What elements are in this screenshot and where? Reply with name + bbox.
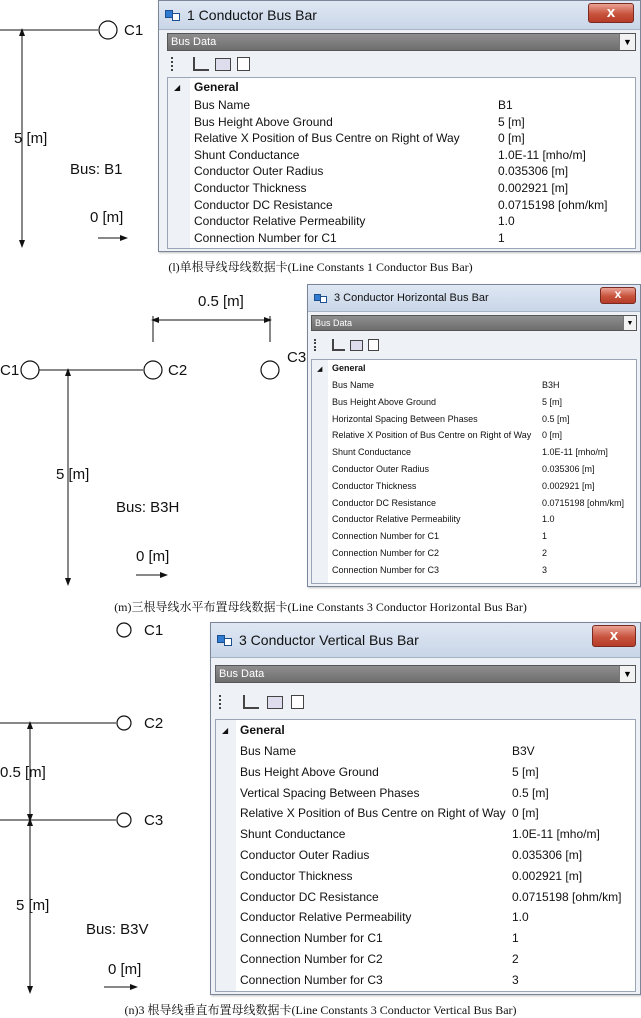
chevron-down-icon[interactable]: ▼ xyxy=(619,666,635,682)
diagram-l xyxy=(0,21,143,244)
window-title: 3 Conductor Horizontal Bus Bar xyxy=(334,292,489,304)
property-name: Conductor Outer Radius xyxy=(240,848,370,862)
property-name: Relative X Position of Bus Centre on Right of Way xyxy=(194,131,460,146)
property-value[interactable]: 1 xyxy=(512,931,519,946)
conductor-c3-m xyxy=(261,361,279,379)
close-button[interactable]: X xyxy=(592,625,636,647)
property-value[interactable]: 1.0E-11 [mho/m] xyxy=(542,447,608,458)
property-pages-icon[interactable] xyxy=(350,340,363,351)
property-name: Bus Name xyxy=(194,98,251,112)
property-name: Connection Number for C3 xyxy=(332,564,440,575)
dropdown-value: Bus Data xyxy=(219,668,265,680)
property-grid xyxy=(167,77,636,249)
property-value[interactable]: 5 [m] xyxy=(498,114,525,129)
c1-label-l: C1 xyxy=(124,22,144,39)
property-value[interactable]: 0.002921 [m] xyxy=(542,480,595,491)
c2-label-n: C2 xyxy=(144,715,164,732)
property-name: Vertical Spacing Between Phases xyxy=(240,785,420,800)
property-name: Conductor Outer Radius xyxy=(332,464,430,474)
property-name: Conductor Thickness xyxy=(194,181,307,195)
property-name: Bus Height Above Ground xyxy=(240,764,379,779)
property-toolbar xyxy=(314,337,379,353)
collapse-caret-icon[interactable]: ◢ xyxy=(317,366,323,373)
dropdown-value: Bus Data xyxy=(171,36,217,48)
property-name: Relative X Position of Bus Centre on Right of Way xyxy=(332,430,532,441)
dialog-3-conductor-horizontal-bus-bar xyxy=(307,284,641,587)
property-toolbar xyxy=(171,55,250,73)
property-name: Connection Number for C3 xyxy=(240,972,383,987)
close-button[interactable]: X xyxy=(588,3,634,23)
property-grid xyxy=(311,359,637,584)
property-value[interactable]: B3H xyxy=(542,380,560,390)
property-name: Shunt Conductance xyxy=(240,827,346,842)
height-label-l: 5 [m] xyxy=(14,130,48,147)
title-bar[interactable] xyxy=(211,623,640,658)
edit-page-icon[interactable] xyxy=(368,339,379,351)
edit-page-icon[interactable] xyxy=(237,57,250,71)
dialog-3-conductor-vertical-bus-bar xyxy=(210,622,641,995)
edit-page-icon[interactable] xyxy=(291,695,304,709)
property-value[interactable]: 0.035306 [m] xyxy=(542,464,595,474)
zero-label-n: 0 [m] xyxy=(108,961,142,978)
property-name: Conductor Thickness xyxy=(240,868,353,883)
conductor-c2-n xyxy=(117,716,131,730)
categorized-icon[interactable] xyxy=(171,57,187,71)
window-icon xyxy=(217,633,233,647)
property-name: Conductor DC Resistance xyxy=(332,497,437,508)
property-value[interactable]: 0.0715198 [ohm/km] xyxy=(542,497,625,508)
bus-data-dropdown[interactable] xyxy=(311,315,637,331)
group-general[interactable] xyxy=(312,363,636,377)
c1-label-n: C1 xyxy=(144,622,164,639)
property-value[interactable]: 0 [m] xyxy=(512,806,539,821)
property-name: Shunt Conductance xyxy=(194,147,300,162)
property-pages-icon[interactable] xyxy=(267,696,283,709)
conductor-c1-l xyxy=(99,21,117,39)
property-value[interactable]: 0.035306 [m] xyxy=(512,848,583,862)
property-value[interactable]: 3 xyxy=(512,972,519,987)
height-label-n: 5 [m] xyxy=(16,897,50,914)
property-name: Relative X Position of Bus Centre on Right of Way xyxy=(240,806,506,821)
window-icon xyxy=(314,292,328,304)
property-name: Bus Height Above Ground xyxy=(194,114,333,129)
caption-n: (n)3 根导线垂直布置母线数据卡(Line Constants 3 Conductor Vertical Bus Bar) xyxy=(124,1003,517,1017)
conductor-c2-m xyxy=(144,361,162,379)
property-value[interactable]: 0.0715198 [ohm/km] xyxy=(512,889,622,904)
property-name: Bus Name xyxy=(240,744,297,758)
property-toolbar xyxy=(219,693,304,711)
property-value[interactable]: 0 [m] xyxy=(542,430,563,441)
property-name: Connection Number for C1 xyxy=(332,531,440,542)
c3-label-n: C3 xyxy=(144,812,164,829)
c3-label-m: C3 xyxy=(287,349,307,366)
sort-alphabetical-icon[interactable] xyxy=(332,339,345,351)
property-name: Bus Height Above Ground xyxy=(332,396,437,407)
property-value[interactable]: 0 [m] xyxy=(498,131,525,146)
property-value[interactable]: 5 [m] xyxy=(542,396,563,407)
spacing-label-m: 0.5 [m] xyxy=(198,293,244,310)
property-name: Conductor Relative Permeability xyxy=(194,214,366,229)
window-title: 3 Conductor Vertical Bus Bar xyxy=(239,632,419,648)
sort-alphabetical-icon[interactable] xyxy=(243,695,259,709)
group-label: General xyxy=(332,363,366,373)
group-general[interactable] xyxy=(216,723,635,741)
property-value[interactable]: 0.0715198 [ohm/km] xyxy=(498,197,608,212)
property-pages-icon[interactable] xyxy=(215,58,231,71)
property-name: Conductor Thickness xyxy=(332,480,417,491)
property-value[interactable]: 3 xyxy=(542,564,548,575)
group-general[interactable] xyxy=(168,80,635,96)
conductor-c1-m xyxy=(21,361,39,379)
property-value[interactable]: 0.002921 [m] xyxy=(512,868,583,883)
caption-m: (m)三根导线水平布置母线数据卡(Line Constants 3 Conductor Horizontal Bus Bar) xyxy=(114,600,527,614)
property-value[interactable]: 2 xyxy=(512,952,519,966)
property-name: Shunt Conductance xyxy=(332,447,412,458)
title-bar[interactable] xyxy=(308,285,640,312)
zero-label-m: 0 [m] xyxy=(136,548,170,565)
property-value[interactable]: 0.002921 [m] xyxy=(498,181,569,195)
property-value[interactable]: 1.0E-11 [mho/m] xyxy=(512,827,600,842)
collapse-caret-icon[interactable]: ◢ xyxy=(222,726,229,735)
property-name: Conductor Outer Radius xyxy=(194,164,324,179)
zero-label-l: 0 [m] xyxy=(90,209,124,226)
caption-l: (l)单根导线母线数据卡(Line Constants 1 Conductor Bus Bar) xyxy=(168,260,473,274)
conductor-c3-n xyxy=(117,813,131,827)
c1-label-m: C1 xyxy=(0,362,20,379)
spacing-label-n: 0.5 [m] xyxy=(0,764,46,781)
collapse-caret-icon[interactable]: ◢ xyxy=(174,83,181,92)
property-value[interactable]: 0.035306 [m] xyxy=(498,164,569,179)
property-value[interactable]: 1 xyxy=(498,230,505,245)
bus-label-m: Bus: B3H xyxy=(116,499,180,516)
sort-alphabetical-icon[interactable] xyxy=(193,57,209,71)
property-value[interactable]: 2 xyxy=(542,548,548,558)
group-label: General xyxy=(194,80,239,94)
close-button[interactable]: X xyxy=(600,287,636,304)
chevron-down-icon[interactable]: ▼ xyxy=(623,316,636,330)
property-value[interactable]: 1 xyxy=(542,531,548,542)
property-name: Horizontal Spacing Between Phases xyxy=(332,413,478,424)
bus-label-l: Bus: B1 xyxy=(70,161,123,178)
diagram-m xyxy=(0,293,306,582)
window-title: 1 Conductor Bus Bar xyxy=(187,7,317,23)
property-name: Conductor Relative Permeability xyxy=(240,910,412,925)
property-name: Connection Number for C2 xyxy=(332,548,440,558)
property-name: Connection Number for C1 xyxy=(240,931,383,946)
window-icon xyxy=(165,8,181,22)
property-value[interactable]: B3V xyxy=(512,744,535,758)
property-value[interactable]: B1 xyxy=(498,98,513,112)
c2-label-m: C2 xyxy=(168,362,188,379)
property-value[interactable]: 1.0 xyxy=(542,514,555,525)
property-name: Conductor Relative Permeability xyxy=(332,514,461,525)
group-label: General xyxy=(240,723,285,737)
categorized-icon[interactable] xyxy=(219,695,235,709)
bus-data-dropdown[interactable] xyxy=(167,33,636,51)
property-value[interactable]: 0.5 [m] xyxy=(512,785,549,800)
title-bar[interactable] xyxy=(159,1,640,30)
property-value[interactable]: 0.5 [m] xyxy=(542,413,570,424)
property-name: Conductor DC Resistance xyxy=(194,197,333,212)
property-name: Conductor DC Resistance xyxy=(240,889,379,904)
dialog-1-conductor-bus-bar xyxy=(158,0,641,252)
height-label-m: 5 [m] xyxy=(56,466,90,483)
property-value[interactable]: 5 [m] xyxy=(512,764,539,779)
bus-label-n: Bus: B3V xyxy=(86,921,149,938)
chevron-down-icon[interactable]: ▼ xyxy=(619,34,635,50)
property-value[interactable]: 1.0 xyxy=(512,910,529,925)
conductor-c1-n xyxy=(117,623,131,637)
property-value[interactable]: 1.0 xyxy=(498,214,515,229)
property-name: Connection Number for C1 xyxy=(194,230,337,245)
dropdown-value: Bus Data xyxy=(315,318,353,328)
property-name: Connection Number for C2 xyxy=(240,952,383,966)
bus-data-dropdown[interactable] xyxy=(215,665,636,683)
property-grid xyxy=(215,719,636,992)
categorized-icon[interactable] xyxy=(314,339,327,351)
property-name: Bus Name xyxy=(332,380,375,390)
property-value[interactable]: 1.0E-11 [mho/m] xyxy=(498,147,586,162)
diagram-n xyxy=(0,622,163,990)
